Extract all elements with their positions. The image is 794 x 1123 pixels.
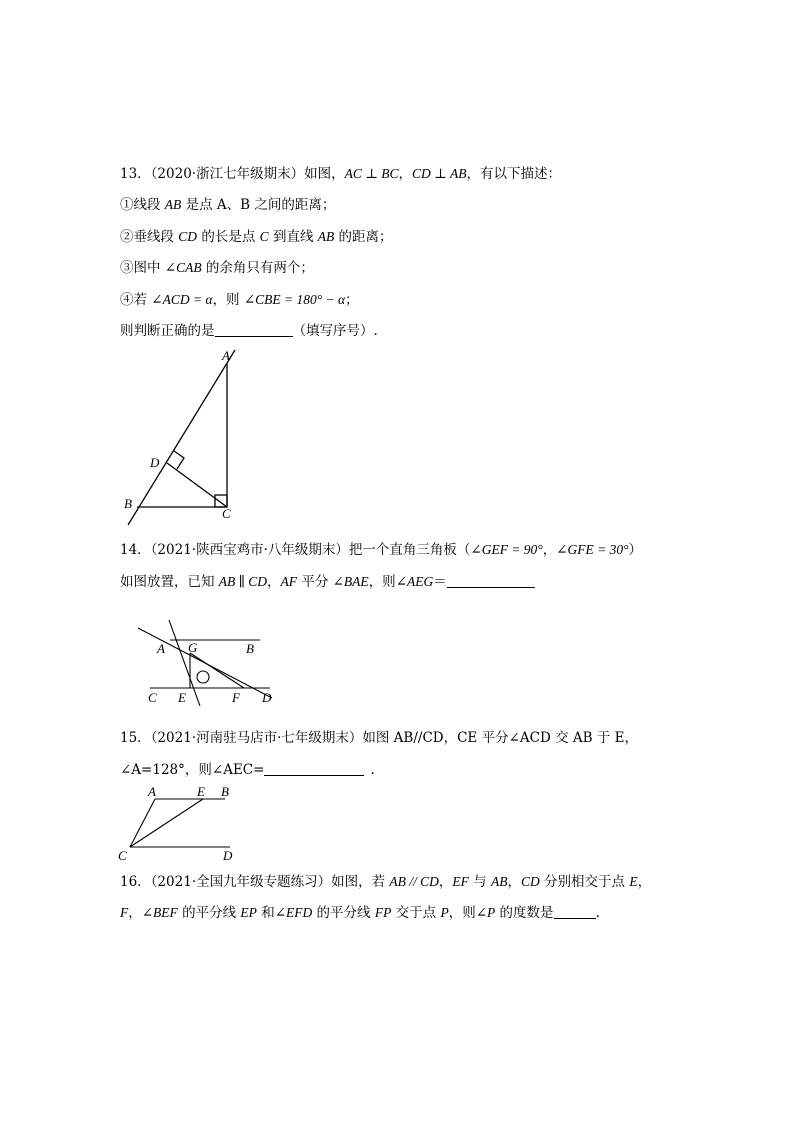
q13-label-C: C bbox=[222, 506, 231, 521]
q13-label-A: A bbox=[222, 348, 230, 363]
q16-line-1: 16．（2021·全国九年级专题练习）如图，若 AB // CD，EF 与 AB，CD 分别相交于点 E， bbox=[120, 874, 652, 890]
q13-option-1: ①线段 AB 是点 A、B 之间的距离； bbox=[120, 197, 336, 213]
q13-number: 13． bbox=[120, 166, 151, 182]
q15-line-1: 15．（2021·河南驻马店市·七年级期末）如图 AB//CD，CE 平分∠ACD 交 AB 于 E， bbox=[120, 730, 638, 746]
q13-label-B: B bbox=[124, 496, 132, 511]
q13-figure bbox=[110, 345, 250, 525]
q15-number: 15． bbox=[120, 730, 151, 746]
q14-line-2: 如图放置，已知 AB ∥ CD，AF 平分 ∠BAE，则∠AEG＝ bbox=[120, 572, 535, 592]
q14-label-A: A bbox=[157, 641, 165, 656]
q14-source: （2021·陕西宝鸡市·八年级期末） bbox=[150, 542, 349, 558]
q16-line-2: F，∠BEF 的平分线 EP 和∠EFD 的平分线 FP 交于点 P，则∠P 的度数是 . bbox=[120, 905, 600, 921]
q14-line-1: 14．（2021·陕西宝鸡市·八年级期末）把一个直角三角板（∠GEF = 90°，∠GFE = 30°） bbox=[120, 542, 643, 558]
q13-source: （2020·浙江七年级期末） bbox=[150, 166, 305, 182]
q15-answer-blank[interactable] bbox=[264, 761, 364, 776]
q13-label-D: D bbox=[150, 455, 160, 470]
q13-option-4: ④若 ∠ACD = α，则 ∠CBE = 180° − α； bbox=[120, 292, 359, 308]
q14-label-E: E bbox=[178, 690, 186, 705]
q13-line-1: 13．（2020·浙江七年级期末）如图，AC ⊥ BC，CD ⊥ AB，有以下描述： bbox=[120, 166, 561, 182]
q14-label-C: C bbox=[148, 690, 157, 705]
q14-answer-blank[interactable] bbox=[447, 573, 535, 588]
q15-label-C: C bbox=[118, 848, 127, 863]
q13-question: 则判断正确的是 （填写序号）. bbox=[120, 323, 378, 339]
q13-condition-2: CD ⊥ AB bbox=[412, 166, 467, 181]
q13-answer-blank[interactable] bbox=[215, 322, 293, 337]
q14-label-F: F bbox=[232, 690, 240, 705]
q13-option-2: ②垂线段 CD 的长是点 C 到直线 AB 的距离； bbox=[120, 229, 393, 245]
q16-answer-blank[interactable] bbox=[554, 904, 596, 919]
q14-label-D: D bbox=[262, 690, 272, 705]
q13-option-3: ③图中 ∠CAB 的余角只有两个； bbox=[120, 260, 314, 276]
q15-figure bbox=[115, 783, 245, 863]
q14-label-B: B bbox=[246, 641, 254, 656]
q15-label-D: D bbox=[223, 848, 233, 863]
q15-line-2: ∠A=128°，则∠AEC= . bbox=[120, 762, 375, 778]
q13-condition-1: AC ⊥ BC bbox=[344, 166, 399, 181]
q16-source: （2021·全国九年级专题练习） bbox=[150, 874, 332, 890]
q14-number: 14． bbox=[120, 542, 151, 558]
q16-number: 16． bbox=[120, 874, 151, 890]
q14-figure bbox=[130, 610, 290, 710]
q14-label-G: G bbox=[188, 640, 198, 655]
q15-label-B: B bbox=[221, 784, 229, 799]
q15-label-A: A bbox=[148, 784, 156, 799]
q15-source: （2021·河南驻马店市·七年级期末） bbox=[150, 730, 363, 746]
q15-label-E: E bbox=[197, 784, 205, 799]
